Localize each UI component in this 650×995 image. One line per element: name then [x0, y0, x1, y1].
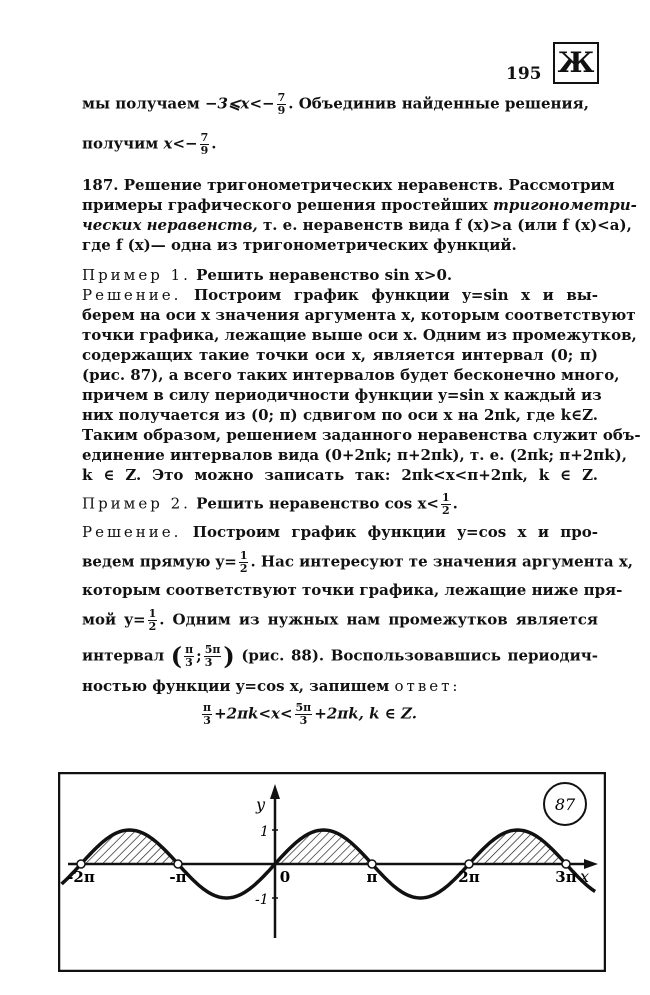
fraction: $\frac{7}{9}$: [277, 91, 286, 117]
section-line-4: где f (x)— одна из тригонометрических функций.: [82, 236, 517, 254]
y-axis-label: y: [256, 795, 266, 814]
example2-task: Пример 2. Решить неравенство cos x< $\frac{1}{2}$ .: [82, 491, 458, 517]
example2-line-5: интервал ( $\frac{\pi}{3}$ ; $\frac{5\pi}{3}$ ) (рис. 88). Воспользовавшись периодич-: [82, 641, 598, 671]
fraction: $\frac{5\pi}{3}$: [295, 701, 312, 727]
example1-line-5: причем в силу периодичности функции y=sin x каждый из: [82, 386, 602, 404]
x-tick-label: 2π: [458, 868, 480, 886]
y-axis-arrow: [270, 784, 280, 799]
example1-task: Пример 1. Решить неравенство sin x>0.: [82, 266, 453, 284]
example1-line-0: Решение. Построим график функции y=sin x и вы-: [82, 286, 598, 304]
open-point: [174, 860, 182, 868]
fraction: $\frac{\pi}{3}$: [185, 643, 194, 669]
fraction: $\frac{1}{2}$: [239, 549, 248, 575]
x-tick-label: π: [366, 868, 378, 886]
section-line-1: 187. Решение тригонометрических неравенств. Рассмотрим: [82, 176, 615, 194]
open-point: [368, 860, 376, 868]
example1-line-4: (рис. 87), а всего таких интервалов будет бесконечно много,: [82, 366, 620, 384]
intro-line-1: мы получаем −3⩽x<− $\frac{7}{9}$ . Объединив найденные решения,: [82, 91, 589, 117]
x-tick-label: 0: [279, 868, 291, 886]
open-point: [77, 860, 85, 868]
figure-87: [58, 772, 606, 972]
page-number: 195: [506, 64, 542, 84]
intro-line-2: получим x<− $\frac{7}{9}$ .: [82, 131, 217, 157]
section-line-2: примеры графического решения простейших тригонометри-: [82, 196, 637, 214]
example1-line-9: k ∈ Z. Это можно записать так: 2πk<x<π+2πk, k ∈ Z.: [82, 466, 598, 484]
chapter-logo: [553, 42, 599, 84]
y-tick-label-1: 1: [260, 824, 269, 840]
figure-number: 87: [554, 795, 576, 814]
fraction: $\frac{5\pi}{3}$: [204, 643, 221, 669]
open-point: [465, 860, 473, 868]
example2-answer: $\frac{\pi}{3}$ +2πk<x< $\frac{5\pi}{3}$ +2πk, k ∈ Z.: [203, 701, 417, 727]
fraction: $\frac{7}{9}$: [200, 131, 209, 157]
open-point: [562, 860, 570, 868]
x-tick-label: 3π: [555, 868, 577, 886]
example2-line-2: ведем прямую y= $\frac{1}{2}$ . Нас интересуют те значения аргумента x,: [82, 549, 633, 575]
example2-line-1: Решение. Построим график функции y=cos x и про-: [82, 523, 598, 541]
logo-glyph: Ж: [557, 46, 595, 79]
section-heading: 187. Решение тригонометрических неравенств.: [82, 176, 504, 194]
example1-line-8: единение интервалов вида (0+2πk; π+2πk), т. е. (2πk; π+2πk),: [82, 446, 627, 464]
example1-line-7: Таким образом, решением заданного неравенства служит объ-: [82, 426, 641, 444]
fraction: $\frac{\pi}{3}$: [203, 701, 212, 727]
section-line-3: ческих неравенств, т. е. неравенств вида f (x)>a (или f (x)<a),: [82, 216, 632, 234]
figure-frame: [59, 773, 605, 971]
fraction: $\frac{1}{2}$: [148, 607, 157, 633]
example2-line-3: которым соответствуют точки графика, лежащие ниже пря-: [82, 581, 623, 599]
example1-line-1: берем на оси x значения аргумента x, которым соответствуют: [82, 306, 636, 324]
example2-line-4: мой y= $\frac{1}{2}$ . Одним из нужных нам промежутков является: [82, 607, 598, 633]
x-tick-labels: [67, 868, 577, 886]
example1-line-3: содержащих такие точки оси x, является интервал (0; π): [82, 346, 598, 364]
fraction: $\frac{1}{2}$: [441, 491, 450, 517]
x-axis-label: x: [580, 867, 590, 886]
example2-line-6: ностью функции y=cos x, запишем ответ:: [82, 677, 461, 695]
example1-line-6: них получается из (0; π) сдвигом по оси x на 2πk, где k∈Z.: [82, 406, 598, 424]
example1-line-2: точки графика, лежащие выше оси x. Одним из промежутков,: [82, 326, 637, 344]
x-tick-label: -π: [169, 868, 187, 886]
x-tick-label: -2π: [67, 868, 95, 886]
shaded-regions: [81, 830, 566, 864]
y-tick-label-minus-1: -1: [255, 892, 269, 908]
